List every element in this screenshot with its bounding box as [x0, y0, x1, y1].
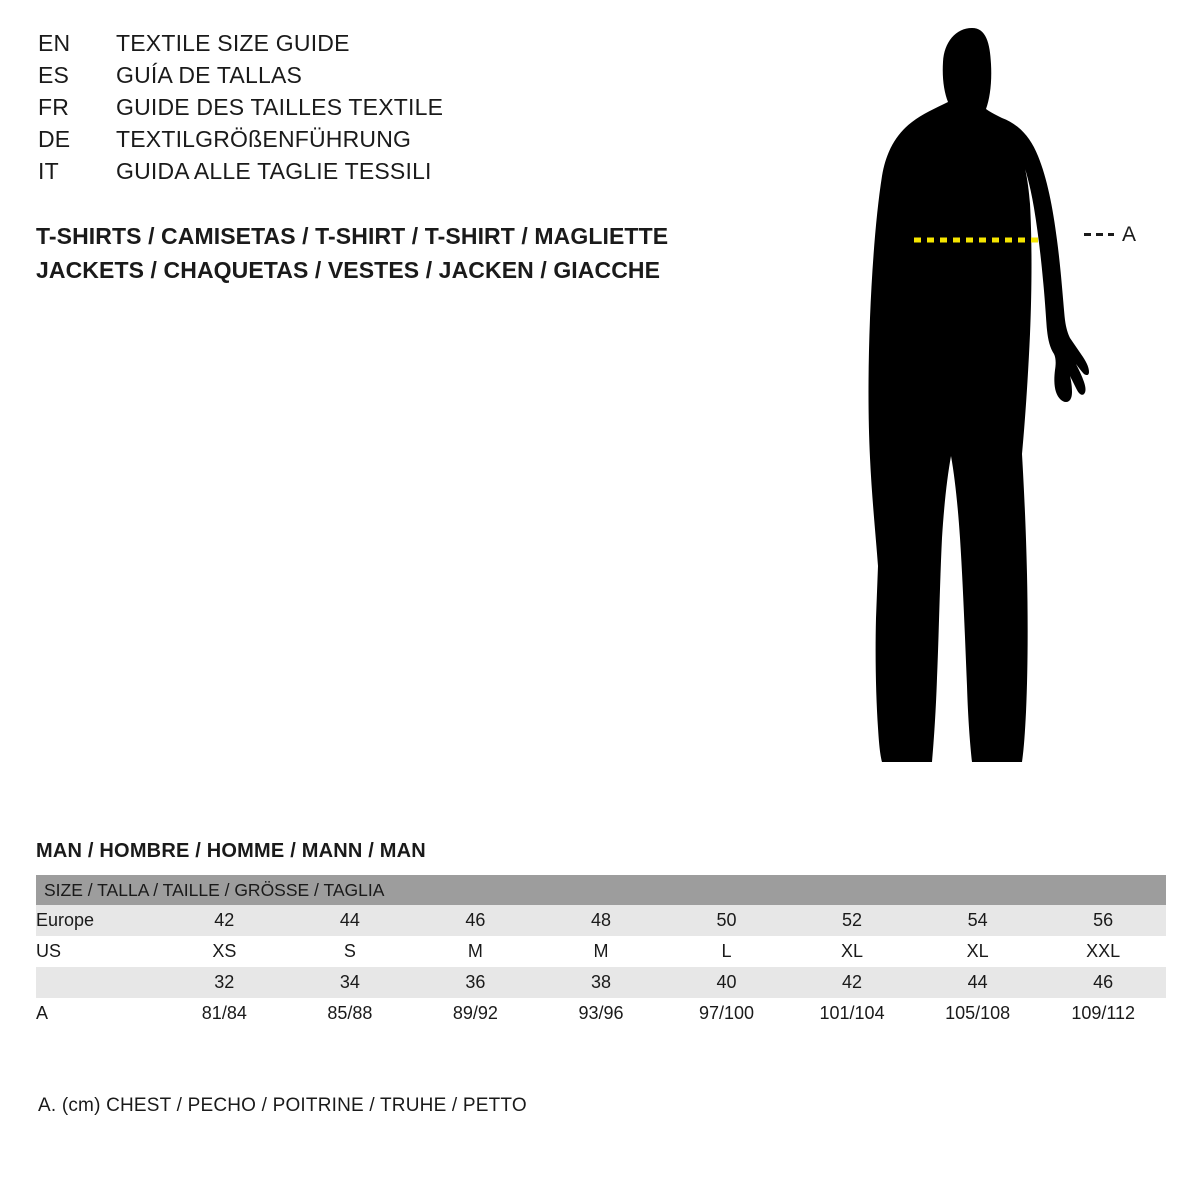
cell-value: 81/84: [162, 998, 288, 1029]
cell-value: M: [413, 936, 539, 967]
row-label: A: [36, 998, 162, 1029]
cell-value: 46: [413, 905, 539, 936]
cell-value: 40: [664, 967, 790, 998]
language-code: EN: [38, 30, 71, 56]
cell-value: 36: [413, 967, 539, 998]
footnote-chest-measure: A. (cm) CHEST / PECHO / POITRINE / TRUHE / PETTO: [38, 1095, 527, 1116]
table-header-label: SIZE / TALLA / TAILLE / GRÖSSE / TAGLIA: [36, 875, 1166, 905]
cell-value: 56: [1040, 905, 1166, 936]
gender-title: MAN / HOMBRE / HOMME / MANN / MAN: [36, 840, 426, 862]
table-header-row: [36, 875, 1166, 905]
language-row: [38, 30, 758, 62]
garment-category-list: [36, 219, 836, 287]
cell-value: XXL: [1040, 936, 1166, 967]
chest-measure-line: [912, 233, 1042, 247]
language-title: GUIDE DES TAILLES TEXTILE: [116, 94, 444, 120]
language-row: [38, 126, 758, 158]
language-row: [38, 62, 758, 94]
male-silhouette-figure: [820, 18, 1180, 788]
cell-value: 97/100: [664, 998, 790, 1029]
cell-value: XL: [789, 936, 915, 967]
cell-value: 105/108: [915, 998, 1041, 1029]
cell-value: 48: [538, 905, 664, 936]
cell-value: S: [287, 936, 413, 967]
table-row: [36, 967, 1166, 998]
size-table: [36, 875, 1166, 1029]
cell-value: 52: [789, 905, 915, 936]
language-code: FR: [38, 94, 70, 120]
category-jackets: JACKETS / CHAQUETAS / VESTES / JACKEN / GIACCHE: [36, 257, 661, 283]
language-code: DE: [38, 126, 71, 152]
cell-value: 93/96: [538, 998, 664, 1029]
cell-value: L: [664, 936, 790, 967]
language-title: TEXTILE SIZE GUIDE: [116, 30, 350, 56]
silhouette-icon: [820, 18, 1180, 788]
cell-value: XL: [915, 936, 1041, 967]
cell-value: 46: [1040, 967, 1166, 998]
cell-value: 89/92: [413, 998, 539, 1029]
measure-label-a: A: [1122, 223, 1137, 246]
cell-value: 109/112: [1040, 998, 1166, 1029]
cell-value: 101/104: [789, 998, 915, 1029]
row-label: [36, 967, 162, 998]
language-title-list: [38, 30, 758, 190]
language-title: GUIDA ALLE TAGLIE TESSILI: [116, 158, 432, 184]
cell-value: 42: [789, 967, 915, 998]
row-label: Europe: [36, 905, 162, 936]
measure-leader-line: [1084, 233, 1114, 236]
table-row: [36, 905, 1166, 936]
language-title: TEXTILGRÖßENFÜHRUNG: [116, 126, 412, 152]
size-table-section: [36, 840, 1166, 1029]
cell-value: 44: [287, 905, 413, 936]
cell-value: 32: [162, 967, 288, 998]
language-title: GUÍA DE TALLAS: [116, 62, 303, 88]
cell-value: 85/88: [287, 998, 413, 1029]
table-row: [36, 936, 1166, 967]
cell-value: M: [538, 936, 664, 967]
cell-value: 34: [287, 967, 413, 998]
cell-value: 54: [915, 905, 1041, 936]
language-code: ES: [38, 62, 70, 88]
row-label: US: [36, 936, 162, 967]
language-row: [38, 158, 758, 190]
cell-value: XS: [162, 936, 288, 967]
language-code: IT: [38, 158, 59, 184]
category-tshirts: T-SHIRTS / CAMISETAS / T-SHIRT / T-SHIRT / MAGLIETTE: [36, 223, 669, 249]
language-row: [38, 94, 758, 126]
cell-value: 44: [915, 967, 1041, 998]
cell-value: 42: [162, 905, 288, 936]
table-row: [36, 998, 1166, 1029]
cell-value: 38: [538, 967, 664, 998]
cell-value: 50: [664, 905, 790, 936]
